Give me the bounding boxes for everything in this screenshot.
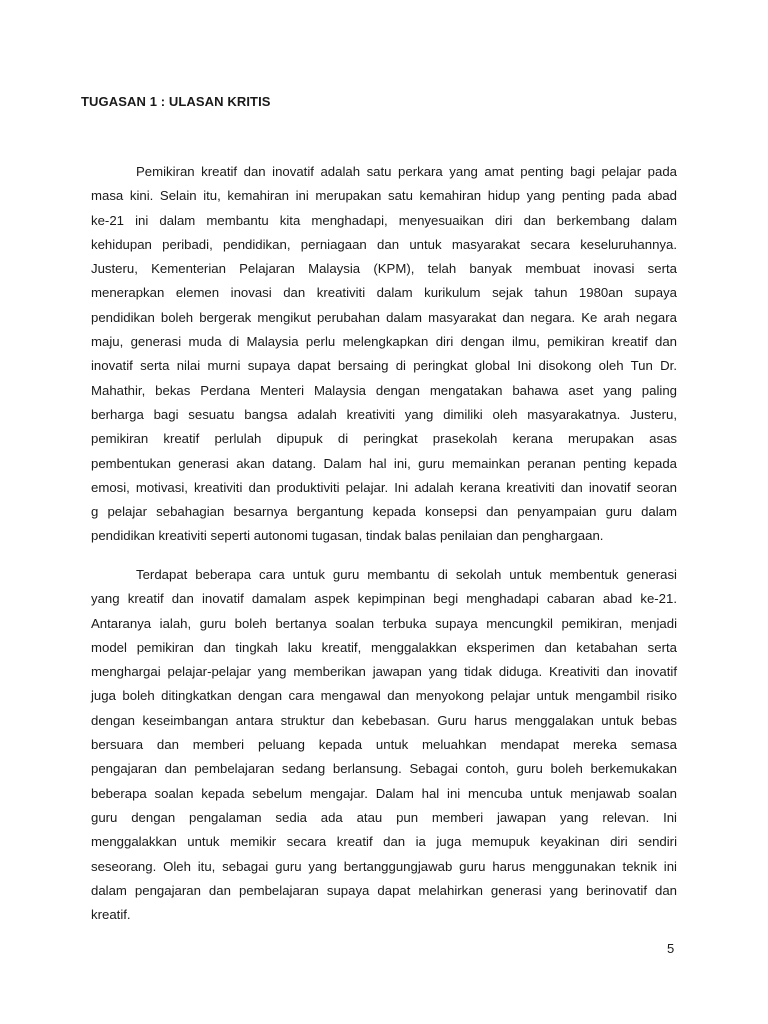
paragraph-line: model pemikiran dan tingkah laku kreatif, menggalakkan eksperimen dan ketabahan serta <box>91 639 677 655</box>
paragraph-line: berharga bagi sesuatu bangsa adalah kreativiti yang dimiliki oleh masyarakatnya. Justeru, <box>91 406 677 422</box>
paragraph-line: pengajaran dan pembelajaran sedang berlansung. Sebagai contoh, guru boleh berkemukakan <box>91 761 677 777</box>
paragraph-line: yang kreatif dan inovatif damalam aspek kepimpinan begi menghadapi cabaran abad ke-21. <box>91 591 677 607</box>
paragraph-line: masa kini. Selain itu, kemahiran ini merupakan satu kemahiran hidup yang penting pada abad <box>91 188 677 204</box>
paragraph-line: menerapkan elemen inovasi dan kreativiti dalam kurikulum sejak tahun 1980an supaya <box>91 285 677 301</box>
paragraph-line: pendidikan kreativiti seperti autonomi tugasan, tindak balas penilaian dan penghargaan. <box>91 528 604 544</box>
paragraph-line: Mahathir, bekas Perdana Menteri Malaysia dengan mengatakan bahawa aset yang paling <box>91 382 677 398</box>
paragraph-line: menggalakkan untuk memikir secara kreatif dan ia juga memupuk keyakinan diri sendiri <box>91 834 677 850</box>
paragraph-line: inovatif serta nilai murni supaya dapat bersaing di peringkat global Ini disokong oleh Tun Dr. <box>91 358 677 374</box>
paragraph-1 <box>91 160 677 549</box>
paragraph-line: kreatif. <box>91 907 131 923</box>
paragraph-line: Pemikiran kreatif dan inovatif adalah satu perkara yang amat penting bagi pelajar pada <box>136 164 677 179</box>
paragraph-line: ke-21 ini dalam membantu kita menghadapi, menyesuaikan diri dan berkembang dalam <box>91 212 677 228</box>
paragraph-line: Terdapat beberapa cara untuk guru membantu di sekolah untuk membentuk generasi <box>136 567 677 582</box>
paragraph-line: dalam pengajaran dan pembelajaran supaya dapat melahirkan generasi yang berinovatif dan <box>91 882 677 898</box>
paragraph-line: juga boleh ditingkatkan dengan cara mengawal dan menyokong pelajar untuk mengambil risiko <box>91 688 677 704</box>
paragraph-line: beberapa soalan kepada sebelum mengajar. Dalam hal ini mencuba untuk menjawab soalan <box>91 785 677 801</box>
paragraph-line: guru dengan pengalaman sedia ada atau pun memberi jawapan yang relevan. Ini <box>91 809 677 825</box>
paragraph-line: emosi, motivasi, kreativiti dan produktiviti pelajar. Ini adalah kerana kreativiti dan inovatif seoran <box>91 479 677 495</box>
paragraph-line: bersuara dan memberi peluang kepada untuk meluahkan mendapat mereka semasa <box>91 737 677 753</box>
paragraph-line: pemikiran kreatif perlulah dipupuk di peringkat prasekolah kerana merupakan asas <box>91 431 677 447</box>
paragraph-2 <box>91 563 677 927</box>
paragraph-line: Justeru, Kementerian Pelajaran Malaysia (KPM), telah banyak membuat inovasi serta <box>91 261 677 277</box>
paragraph-line: seseorang. Oleh itu, sebagai guru yang bertanggungjawab guru harus menggunakan teknik ini <box>91 858 677 874</box>
page-number: 5 <box>667 941 675 956</box>
paragraph-line: kehidupan peribadi, pendidikan, perniagaan dan untuk masyarakat secara keseluruhannya. <box>91 236 677 252</box>
paragraph-line: pembentukan generasi akan datang. Dalam hal ini, guru memainkan peranan penting kepada <box>91 455 677 471</box>
paragraph-line: g pelajar sebahagian besarnya bergantung kepada konsepsi dan penyampaian guru dalam <box>91 504 677 520</box>
paragraph-line: dengan keseimbangan antara struktur dan kebebasan. Guru harus menggalakan untuk bebas <box>91 712 677 728</box>
paragraph-line: menghargai pelajar-pelajar yang memberikan jawapan yang tidak diduga. Kreativiti dan inovatif <box>91 664 677 680</box>
paragraph-line: pendidikan boleh bergerak mengikut perubahan dalam masyarakat dan negara. Ke arah negara <box>91 309 677 325</box>
paragraph-line: maju, generasi muda di Malaysia perlu melengkapkan diri dengan ilmu, pemikiran kreatif dan <box>91 334 677 350</box>
paragraph-line: Antaranya ialah, guru boleh bertanya soalan terbuka supaya mencungkil pemikiran, menjadi <box>91 615 677 631</box>
document-title: TUGASAN 1 : ULASAN KRITIS <box>81 94 271 109</box>
